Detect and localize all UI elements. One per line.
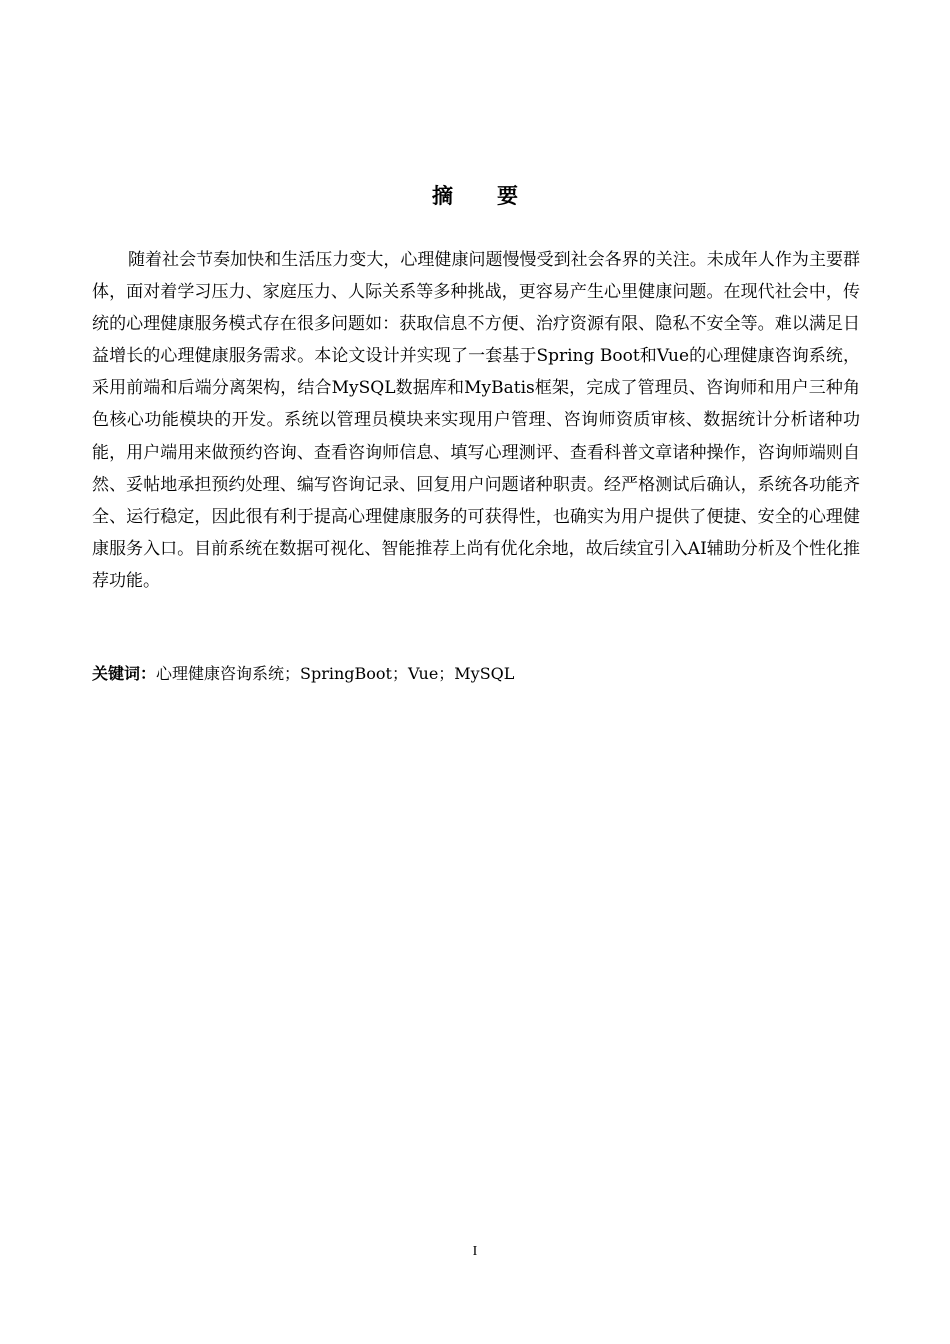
keywords-label: 关键词： — [92, 664, 157, 683]
keywords-line — [92, 660, 860, 688]
page-number: I — [472, 1244, 478, 1259]
keywords-text: 心理健康咨询系统；SpringBoot；Vue；MySQL — [156, 664, 515, 683]
abstract-title: 摘要 — [432, 184, 562, 208]
abstract-body: 随着社会节奏加快和生活压力变大，心理健康问题慢慢受到社会各界的关注。未成年人作为主要群体，面对着学习压力、家庭压力、人际关系等多种挑战，更容易产生心里健康问题。在现代社会中，传统的心理健康服务模式存在很多问题如：获取信息不方便、治疗资源有限、隐私不安全等。难以满足日益增长的心理健康服务需求。本论文设计并实现了一套基于Spring Boot和Vue的心理健康咨询系统，采用前端和后端分离架构，结合MySQL数据库和MyBatis框架，完成了管理员、咨询师和用户三种角色核心功能模块的开发。系统以管理员模块来实现用户管理、咨询师资质审核、数据统计分析诸种功能，用户端用来做预约咨询、查看咨询师信息、填写心理测评、查看科普文章诸种操作，咨询师端则自然、妥帖地承担预约处理、编写咨询记录、回复用户问题诸种职责。经严格测试后确认，系统各功能齐全、运行稳定，因此很有利于提高心理健康服务的可获得性，也确实为用户提供了便捷、安全的心理健康服务入口。目前系统在数据可视化、智能推荐上尚有优化余地，故后续宜引入AI辅助分析及个性化推荐功能。 — [92, 250, 860, 591]
